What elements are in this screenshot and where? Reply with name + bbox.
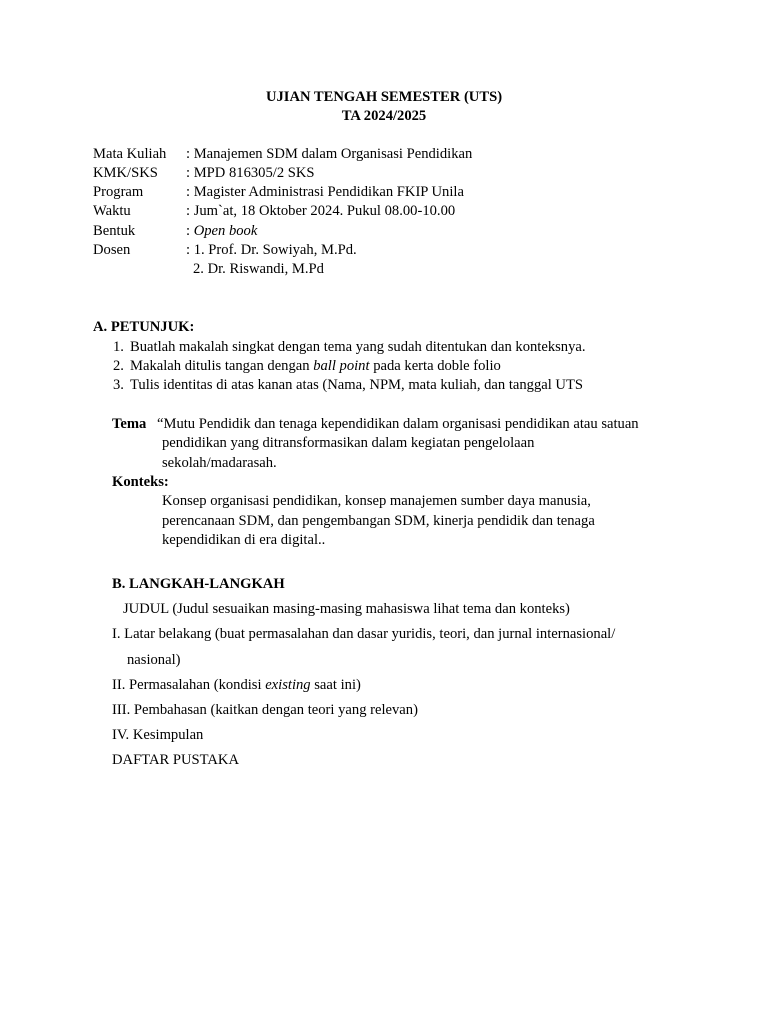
step-permasalahan-italic: existing [265, 677, 311, 693]
step-permasalahan-a: II. Permasalahan (kondisi [112, 677, 266, 693]
list-item-text: Buatlah makalah singkat dengan tema yang sudah ditentukan dan konteksnya. [130, 339, 586, 355]
konteks-line-2: perencanaan SDM, dan pengembangan SDM, kinerja pendidik dan tenaga [162, 513, 595, 529]
list-item-text: Tulis identitas di atas kanan atas (Nama, NPM, mata kuliah, dan tanggal UTS [130, 377, 584, 393]
list-item-number: 3. [113, 377, 124, 393]
info-label-form: Bentuk [93, 223, 136, 239]
konteks-line-3: kependidikan di era digital.. [162, 532, 326, 548]
info-value-program: : Magister Administrasi Pendidikan FKIP Unila [186, 184, 464, 200]
tema-label: Tema [112, 416, 147, 432]
info-label-lecturer: Dosen [93, 242, 131, 258]
step-daftar-pustaka: DAFTAR PUSTAKA [112, 752, 239, 768]
list-item-text [130, 357, 501, 376]
list-item-text-italic: ball point [313, 358, 370, 374]
document-title: UJIAN TENGAH SEMESTER (UTS) [265, 89, 503, 105]
academic-year: TA 2024/2025 [341, 108, 427, 124]
info-value-course: : Manajemen SDM dalam Organisasi Pendidikan [186, 146, 473, 162]
konteks-line-1: Konsep organisasi pendidikan, konsep manajemen sumber daya manusia, [162, 493, 591, 509]
info-value-form [186, 222, 257, 241]
info-value-time: : Jum`at, 18 Oktober 2024. Pukul 08.00-10.00 [186, 203, 456, 219]
info-form-italic: Open book [193, 223, 258, 239]
tema-line-1: “Mutu Pendidik dan tenaga kependidikan dalam organisasi pendidikan atau satuan [157, 416, 639, 432]
info-value-lecturer-2: 2. Dr. Riswandi, M.Pd [193, 261, 324, 277]
step-latar-belakang-cont: nasional) [127, 652, 181, 668]
list-item-text-b: pada kerta doble folio [369, 358, 501, 374]
step-permasalahan-b: saat ini) [310, 677, 361, 693]
info-value-kmk: : MPD 816305/2 SKS [186, 165, 315, 181]
section-b-heading: B. LANGKAH-LANGKAH [112, 576, 285, 592]
info-label-course: Mata Kuliah [93, 146, 167, 162]
tema-line-3: sekolah/madarasah. [162, 455, 277, 471]
section-a-heading: A. PETUNJUK: [93, 319, 195, 335]
step-pembahasan: III. Pembahasan (kaitkan dengan teori yang relevan) [112, 702, 418, 718]
tema-line-2: pendidikan yang ditransformasikan dalam kegiatan pengelolaan [162, 435, 535, 451]
info-form-prefix: : [186, 223, 194, 239]
step-permasalahan [112, 676, 361, 695]
info-label-time: Waktu [93, 203, 131, 219]
konteks-label: Konteks: [112, 474, 169, 490]
step-latar-belakang: I. Latar belakang (buat permasalahan dan dasar yuridis, teori, dan jurnal internasional/ [112, 626, 616, 642]
info-label-program: Program [93, 184, 144, 200]
step-kesimpulan: IV. Kesimpulan [112, 727, 204, 743]
list-item-number: 2. [113, 358, 124, 374]
info-label-kmk: KMK/SKS [93, 165, 158, 181]
step-judul: JUDUL (Judul sesuaikan masing-masing mahasiswa lihat tema dan konteks) [123, 601, 570, 617]
info-value-lecturer-1: : 1. Prof. Dr. Sowiyah, M.Pd. [186, 242, 357, 258]
list-item-number: 1. [113, 339, 124, 355]
list-item-text-a: Makalah ditulis tangan dengan [130, 358, 314, 374]
